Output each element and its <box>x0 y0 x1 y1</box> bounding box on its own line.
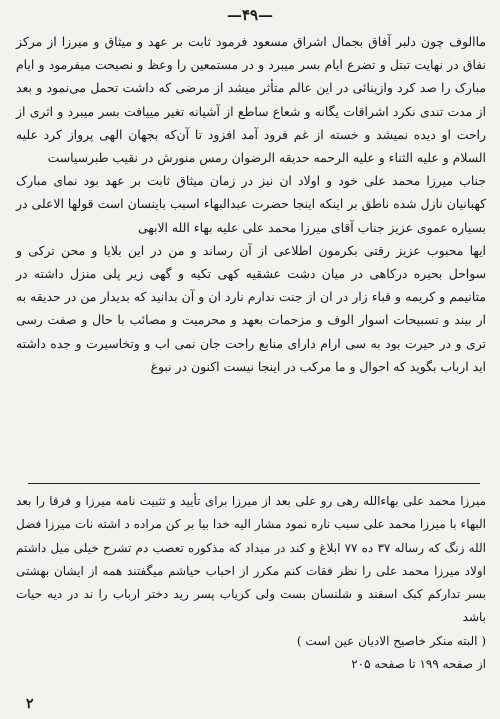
footnote-paragraph: میرزا محمد علی بهاءالله رهی رو علی بعد از میرزا برای تأیید و تثبیت نامه میرزا و فرقا را بعد البهاء با میرزا محمد علی سبب ناره نمود مشار الیه خدا بیا بر کن مراده د اشته نات میرزا فضل الله زنگ که رساله ۳۷ ده ۷۷ ابلاغ و کند در میداد که مذکوره تعصب دم تشرح خیلی میل داشتم اولاد میرزا محمد علی را نظر فقات کنم مکرر از احباب حیاشم میگفتند همه از ایشان بهشتی بسر تدارکم کبک اسفند و شلنسان بست ولی کریاب پسر رید دختر ارباب را ند در دیه حیات باشد <box>16 494 486 625</box>
footnote-section <box>16 490 486 676</box>
main-text <box>16 30 486 378</box>
footnote-paragraph: ( البته منکر خاصیح الادیان عین است ) <box>296 633 486 648</box>
page-number: —۴۹— <box>226 6 274 24</box>
page-corner-mark: ۲ <box>26 696 34 712</box>
body-paragraph: جناب میرزا محمد علی خود و اولاد ان نیز در زمان میثاق ثابت بر عهد بود نمای مبارک کهبانیان نازل شده ناطق بر اینکه اینجا حضرت عبدالبهاء اسبب باینسان است قولها الاعلی در بسیاره عموی عزیز جناب آقای میرزا محمد علی علیه بهاء الله الابهی <box>16 173 486 235</box>
footnote-divider <box>28 483 480 484</box>
body-paragraph: ایها محبوب عزیز رقتی بکرمون اطلاعی از آن رساند و من در این بلایا و محن ترکی و سواحل بحیره درکاهی در میان دشت عشقیه کهی تکیه و گهی زیر پلی منزل داشته در متانیمم و کریمه و قباء زار در ان از جنت ندارم نارد ان و آن بدانید که بدیدار من در حدیقه به ار بیند و تسبیحات اسوار الوف و مزحمات بعهد و محرمیت و مصائب با حال و صفت رسی تری و در حیرت بود به سی ارام دارای منابع راحت جان نمی اب و وتخاسیرت و جده داشته اید ارباب بگوید که احوال و ما مرکب در اینجا نیست اکنون در نبوغ <box>16 242 486 374</box>
body-paragraph: ما‌الوف چون دلبر آفاق بجمال اشراق مسعود فرمود ثابت بر عهد و میثاق و میرزا از مرکز نفاق در نهایت تبتل و تضرع ایام بسر میبرد و در مستمعین را وعظ و نصیحت میفرمود و ایام مبارک را صد کرد وازینائی در این عالم متأثر میشد از مرضی که داشت تحمل می‌نمود و بعد از مدت تندی نکرد اشراقات یگانه و شعاع ساطع از آشیانه تغیر مییافت بسر میبرد و اثری از راحت او دیده نمیشد و خسته از غم فرود آمد افزود تا آن‌که بجهان الهی پرواز کرد علیه السلام و علیه الثناء و علیه الرحمه حدیقه الرضوان رمس منورش در نقیب طبرسیاست <box>16 34 486 166</box>
footnote-paren-text: البته منکر خاصیح الادیان عین است <box>305 633 478 648</box>
footnote-reference: از صفحه ۱۹۹ تا صفحه ۲۰۵ <box>351 657 486 672</box>
